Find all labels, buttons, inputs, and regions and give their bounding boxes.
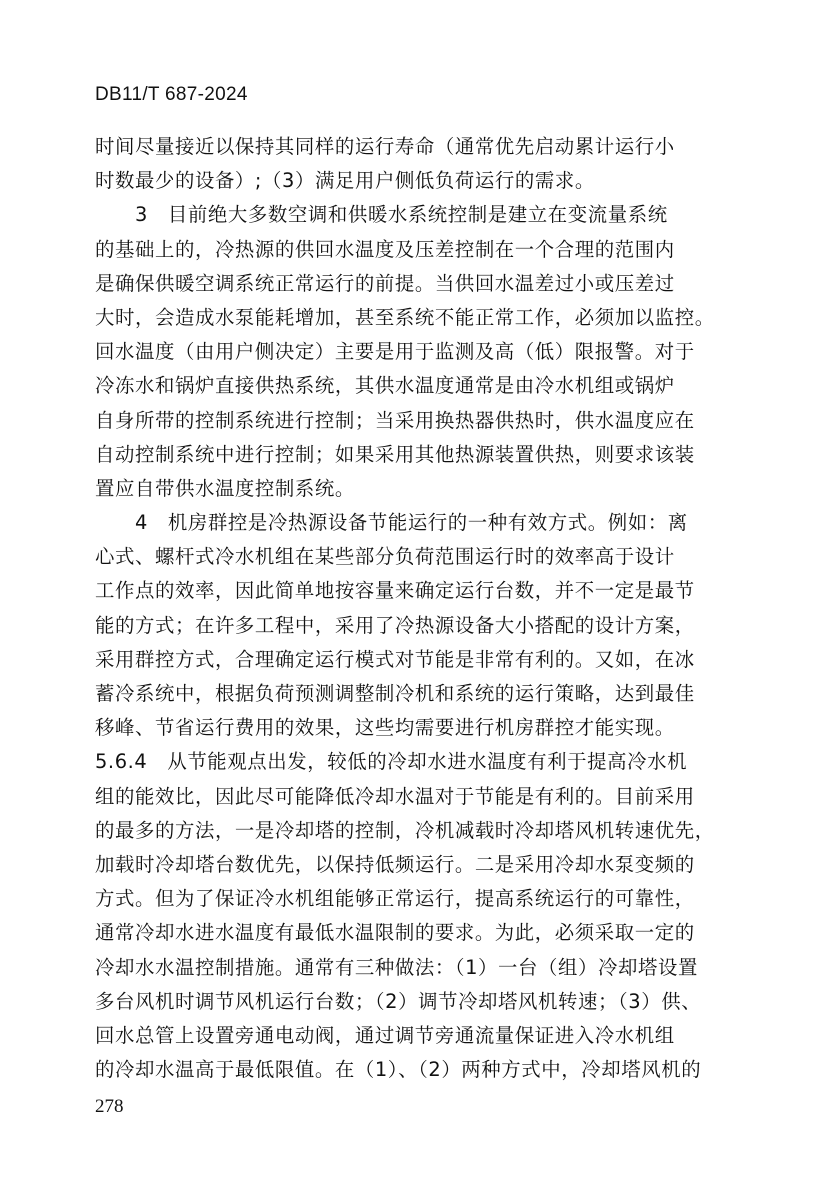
paragraph-3-start: 3 目前绝大多数空调和供暖水系统控制是建立在变流量系统 xyxy=(135,203,668,227)
text-line: 自动控制系统中进行控制；如果采用其他热源装置供热，则要求该装 xyxy=(95,442,695,466)
text-line: 自身所带的控制系统进行控制；当采用换热器供热时，供水温度应在 xyxy=(95,408,695,432)
text-line: 冷冻水和锅炉直接供热系统，其供水温度通常是由冷水机组或锅炉 xyxy=(95,374,675,398)
text-line: 移峰、节省运行费用的效果，这些均需要进行机房群控才能实现。 xyxy=(95,716,675,740)
text-line: 回水温度（由用户侧决定）主要是用于监测及高（低）限报警。对于 xyxy=(95,340,695,364)
text-line: 置应自带供水温度控制系统。 xyxy=(95,476,355,500)
text-line: 时间尽量接近以保持其同样的运行寿命（通常优先启动累计运行小 xyxy=(95,135,675,158)
text-line: 时数最少的设备）;（3）满足用户侧低负荷运行的需求。 xyxy=(95,169,595,193)
document-body xyxy=(95,130,743,1087)
text-line: 加载时冷却塔台数优先，以保持低频运行。二是采用冷却水泵变频的 xyxy=(95,852,695,876)
paragraph-4-start: 4 机房群控是冷热源设备节能运行的一种有效方式。例如：离 xyxy=(135,511,688,535)
text-line: 多台风机时调节风机运行台数；（2）调节冷却塔风机转速；（3）供、 xyxy=(95,989,702,1013)
clause-5-6-4-start: 5.6.4 从节能观点出发，较低的冷却水进水温度有利于提高冷水机 xyxy=(95,750,688,774)
page-number: 278 xyxy=(95,1096,124,1117)
text-line: 组的能效比，因此尽可能降低冷却水温对于节能是有利的。目前采用 xyxy=(95,784,695,808)
text-line: 的最多的方法，一是冷却塔的控制，冷机减载时冷却塔风机转速优先， xyxy=(95,818,715,842)
text-line: 是确保供暖空调系统正常运行的前提。当供回水温差过小或压差过 xyxy=(95,271,675,295)
text-line: 大时，会造成水泵能耗增加，甚至系统不能正常工作，必须加以监控。 xyxy=(95,305,715,329)
text-line: 蓄冷系统中，根据负荷预测调整制冷机和系统的运行策略，达到最佳 xyxy=(95,682,695,705)
text-line: 的基础上的，冷热源的供回水温度及压差控制在一个合理的范围内 xyxy=(95,237,675,261)
text-line: 能的方式；在许多工程中，采用了冷热源设备大小搭配的设计方案， xyxy=(95,613,695,637)
text-line: 通常冷却水进水温度有最低水温限制的要求。为此，必须采取一定的 xyxy=(95,921,695,945)
text-line: 回水总管上设置旁通电动阀，通过调节旁通流量保证进入冷水机组 xyxy=(95,1023,675,1047)
text-line: 心式、螺杆式冷水机组在某些部分负荷范围运行时的效率高于设计 xyxy=(95,545,675,569)
text-line: 采用群控方式，合理确定运行模式对节能是非常有利的。又如，在冰 xyxy=(95,647,695,671)
text-line: 的冷却水温高于最低限值。在（1）、（2）两种方式中，冷却塔风机的 xyxy=(95,1058,702,1082)
text-line: 工作点的效率，因此简单地按容量来确定运行台数，并不一定是最节 xyxy=(95,579,695,603)
standard-code-header: DB11/T 687-2024 xyxy=(95,84,248,105)
text-line: 冷却水水温控制措施。通常有三种做法：（1）一台（组）冷却塔设置 xyxy=(95,955,698,979)
text-line: 方式。但为了保证冷水机组能够正常运行，提高系统运行的可靠性， xyxy=(95,887,695,911)
